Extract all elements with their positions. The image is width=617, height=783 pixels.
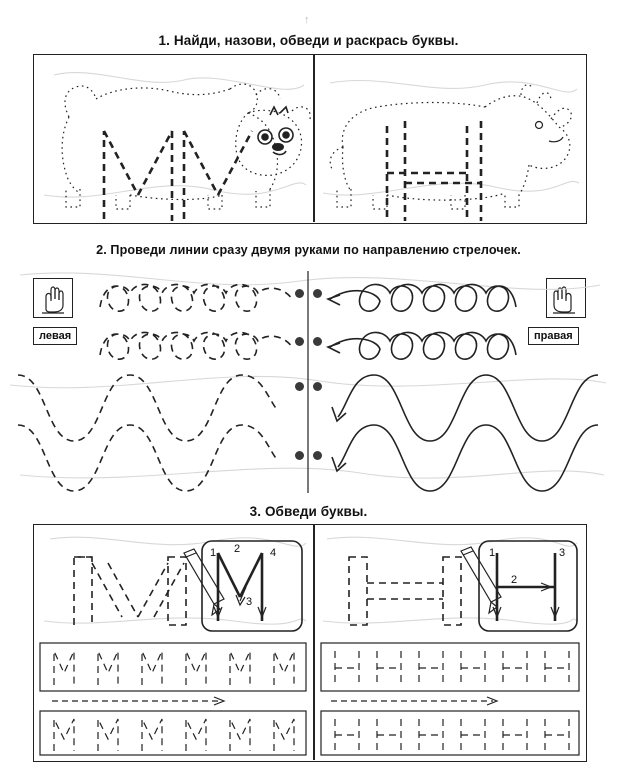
task-3-heading: 3. Обведи буквы. [249, 504, 368, 519]
practice-row-2-letters [335, 719, 569, 751]
stroke-number: 1 [489, 547, 496, 559]
stroke-numbers [210, 543, 276, 608]
stroke-number: 4 [270, 547, 277, 559]
task-1-right-illustration [315, 55, 585, 221]
stroke-order-letter-m [218, 553, 262, 621]
stroke-arrows [493, 561, 559, 617]
stroke-number: 2 [511, 574, 518, 586]
letter-outline-n [349, 557, 461, 625]
center-dot [295, 289, 304, 298]
task-2-tracing-area [0, 265, 617, 495]
center-dot [295, 382, 304, 391]
loop-row-1-right [328, 284, 516, 311]
task-1-left-illustration [34, 55, 312, 221]
practice-row-1-letters [335, 651, 569, 685]
practice-row-2-letters [54, 719, 294, 751]
center-dot [313, 451, 322, 460]
loop-row-1-left [100, 284, 292, 311]
task-3-right [315, 525, 585, 759]
stroke-number: 3 [559, 547, 566, 559]
center-dot [313, 289, 322, 298]
stroke-number: 3 [246, 596, 253, 608]
left-hand-label: левая [33, 327, 77, 345]
task-2-heading: 2. Проведи линии сразу двумя руками по направлению стрелочек. [96, 243, 521, 257]
top-marker-icon: ↑ [304, 14, 310, 26]
loop-row-2-right [328, 332, 516, 359]
wave-row-1-left [18, 375, 278, 441]
task-3-left [34, 525, 312, 759]
practice-row-1-arrow [331, 697, 497, 705]
practice-row-1-letters [54, 651, 294, 685]
center-dot [295, 337, 304, 346]
center-dot [295, 451, 304, 460]
stroke-number: 1 [210, 547, 217, 559]
task-1-heading: 1. Найди, назови, обведи и раскрась буквы. [158, 33, 459, 48]
wave-row-1-right [332, 375, 598, 441]
center-dot [313, 337, 322, 346]
wave-row-2-right [332, 425, 598, 491]
stroke-number: 2 [234, 543, 241, 555]
stroke-arrows [214, 561, 266, 617]
wave-row-2-left [18, 425, 278, 491]
loop-row-2-left [100, 332, 292, 359]
center-dot [313, 382, 322, 391]
practice-row-1-arrow [52, 697, 224, 705]
right-hand-label: правая [528, 327, 579, 345]
letter-outline-m [74, 557, 186, 625]
